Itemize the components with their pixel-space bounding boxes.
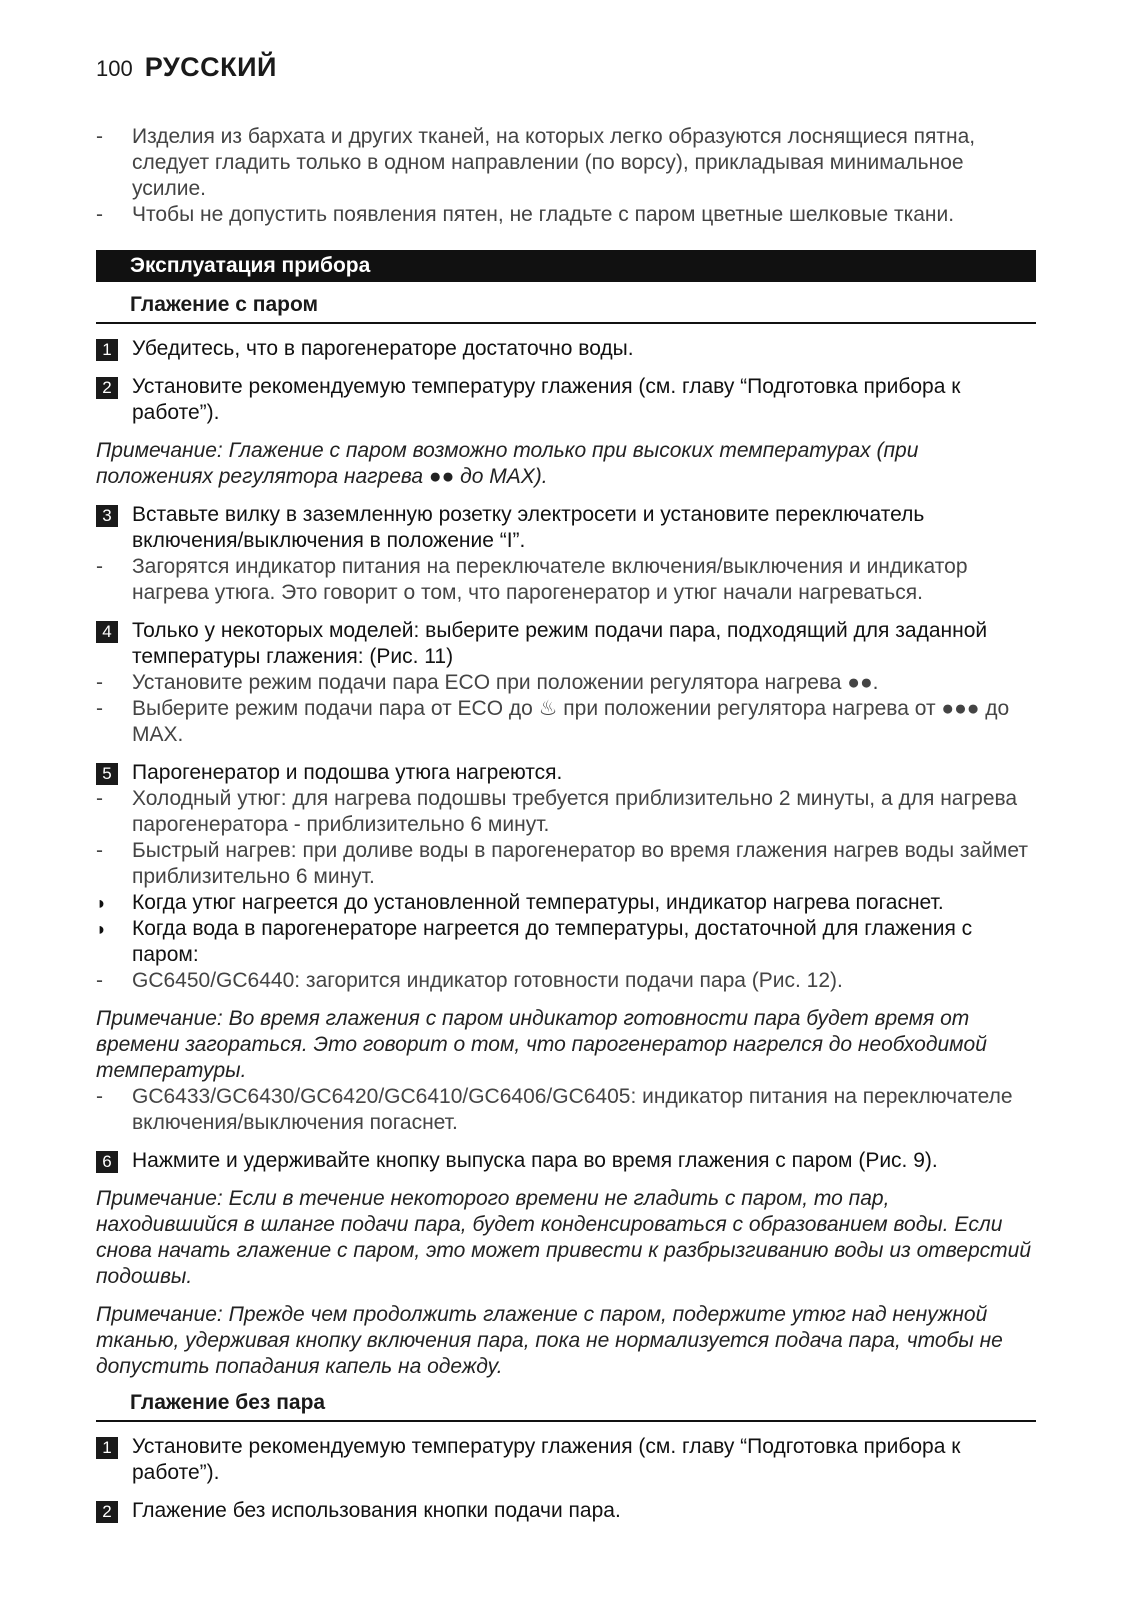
- note: Примечание: Глажение с паром возможно только при высоких температурах (при положениях регулятора нагрева ●● до MAX).: [96, 439, 919, 488]
- dash-bullet: -: [96, 787, 103, 810]
- dash-item-text: Установите режим подачи пара ECO при положении регулятора нагрева ●●.: [132, 671, 879, 694]
- page-header: [96, 52, 277, 83]
- dash-bullet: -: [96, 697, 103, 720]
- page-content: [96, 124, 1036, 1524]
- dash-item-text: GC6433/GC6430/GC6420/GC6410/GC6406/GC6405: индикатор питания на переключателе включения/выключения погаснет.: [132, 1085, 1013, 1134]
- note: Примечание: Прежде чем продолжить глажение с паром, подержите утюг над ненужной тканью, удерживая кнопку включения пара, пока не нормализуется подача пара, чтобы не допустить попадания капель на одежду.: [96, 1303, 1003, 1378]
- section-heading: Эксплуатация прибора: [96, 250, 1036, 282]
- dash-item-text: Выберите режим подачи пара от ECO до ♨ при положении регулятора нагрева от ●●● до MAX.: [132, 697, 1010, 746]
- step-number: 2: [96, 1501, 118, 1523]
- dash-item-text: Быстрый нагрев: при доливе воды в парогенератор во время глажения нагрев воды займет приблизительно 6 минут.: [132, 839, 1028, 888]
- subsection-heading-dry: Глажение без пара: [96, 1390, 1036, 1422]
- dash-bullet: -: [96, 969, 103, 992]
- step-text: Нажмите и удерживайте кнопку выпуска пара во время глажения с паром (Рис. 9).: [132, 1149, 938, 1172]
- step-4: [96, 618, 1036, 670]
- arrow-bullet-icon: ◗: [96, 893, 107, 913]
- step-2: [96, 374, 1036, 426]
- step-6: [96, 1148, 1036, 1174]
- note: Примечание: Во время глажения с паром индикатор готовности пара будет время от времени загораться. Это говорит о том, что парогенератор нагрелся до необходимой температуры.: [96, 1007, 987, 1082]
- result-item: [96, 890, 1036, 916]
- dash-item-text: Загорятся индикатор питания на переключателе включения/выключения и индикатор нагрева утюга. Это говорит о том, что парогенератор и утюг начали нагреваться.: [132, 555, 968, 604]
- step-text: Парогенератор и подошва утюга нагреются.: [132, 761, 563, 784]
- step-2: [96, 1498, 1036, 1524]
- dash-item-text: GC6450/GC6440: загорится индикатор готовности подачи пара (Рис. 12).: [132, 969, 843, 992]
- step-1: [96, 1434, 1036, 1486]
- page-number: 100: [96, 56, 133, 81]
- step-text: Убедитесь, что в парогенераторе достаточно воды.: [132, 337, 634, 360]
- dash-bullet: -: [96, 1085, 103, 1108]
- intro-item: [96, 202, 1036, 228]
- dash-bullet: -: [96, 555, 103, 578]
- step-number: 2: [96, 377, 118, 399]
- dash-bullet: -: [96, 839, 103, 862]
- dash-item: [96, 1084, 1036, 1136]
- result-item-text: Когда вода в парогенераторе нагреется до температуры, достаточной для глажения с паром:: [132, 917, 973, 966]
- step-text: Установите рекомендуемую температуру глажения (см. главу “Подготовка прибора к работе”).: [132, 1435, 961, 1484]
- step-number: 3: [96, 505, 118, 527]
- dash-item: [96, 554, 1036, 606]
- step-3: [96, 502, 1036, 554]
- dash-item: [96, 670, 1036, 696]
- arrow-bullet-icon: ◗: [96, 919, 107, 939]
- step-text: Вставьте вилку в заземленную розетку электросети и установите переключатель включения/выключения в положение “I”.: [132, 503, 925, 552]
- step-number: 6: [96, 1151, 118, 1173]
- result-item-text: Когда утюг нагреется до установленной температуры, индикатор нагрева погаснет.: [132, 891, 944, 914]
- step-number: 1: [96, 1437, 118, 1459]
- step-text: Только у некоторых моделей: выберите режим подачи пара, подходящий для заданной температуры глажения: (Рис. 11): [132, 619, 988, 668]
- subsection-heading-steam: Глажение с паром: [96, 292, 1036, 324]
- step-5: [96, 760, 1036, 786]
- dash-bullet: -: [96, 203, 103, 226]
- result-item: [96, 916, 1036, 968]
- language-title: РУССКИЙ: [144, 52, 277, 82]
- dash-bullet: -: [96, 671, 103, 694]
- step-number: 5: [96, 763, 118, 785]
- note: Примечание: Если в течение некоторого времени не гладить с паром, то пар, находившийся в шланге подачи пара, будет конденсироваться с образованием воды. Если снова начать глажение с паром, это может привести к разбрызгиванию воды из отверстий подошвы.: [96, 1187, 1031, 1288]
- step-number: 4: [96, 621, 118, 643]
- intro-item-text: Чтобы не допустить появления пятен, не гладьте с паром цветные шелковые ткани.: [132, 203, 955, 226]
- intro-item: [96, 124, 1036, 202]
- dash-item: [96, 968, 1036, 994]
- dash-bullet: -: [96, 125, 103, 148]
- dash-item: [96, 838, 1036, 890]
- step-text: Глажение без использования кнопки подачи пара.: [132, 1499, 621, 1522]
- step-text: Установите рекомендуемую температуру глажения (см. главу “Подготовка прибора к работе”).: [132, 375, 961, 424]
- intro-item-text: Изделия из бархата и других тканей, на которых легко образуются лоснящиеся пятна, следует гладить только в одном направлении (по ворсу), прикладывая минимальное усилие.: [132, 125, 976, 200]
- dash-item: [96, 696, 1036, 748]
- step-1: [96, 336, 1036, 362]
- dash-item: [96, 786, 1036, 838]
- dash-item-text: Холодный утюг: для нагрева подошвы требуется приблизительно 2 минуты, а для нагрева парогенератора - приблизительно 6 минут.: [132, 787, 1018, 836]
- step-number: 1: [96, 339, 118, 361]
